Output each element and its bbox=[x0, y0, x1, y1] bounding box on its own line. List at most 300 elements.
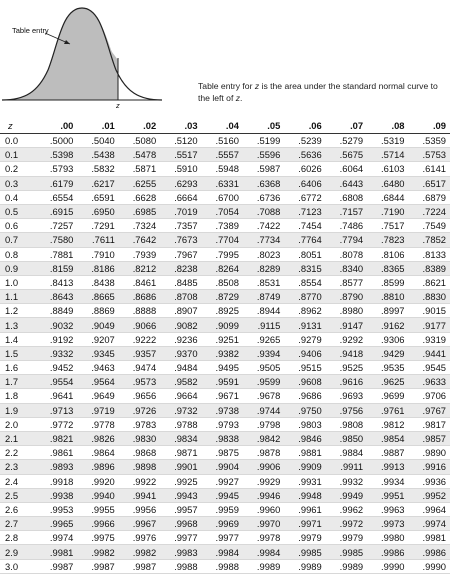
table-cell: .6368 bbox=[243, 176, 284, 190]
table-cell: .5948 bbox=[202, 162, 243, 176]
table-cell: .9664 bbox=[160, 389, 201, 403]
table-cell: .9922 bbox=[119, 474, 160, 488]
table-row bbox=[0, 389, 450, 403]
table-cell: .6443 bbox=[326, 176, 367, 190]
table-cell: .9956 bbox=[119, 502, 160, 516]
table-cell: .8212 bbox=[119, 261, 160, 275]
table-cell: .7852 bbox=[409, 233, 450, 247]
table-cell: .9599 bbox=[243, 375, 284, 389]
table-cell: .7580 bbox=[36, 233, 77, 247]
table-cell: .6736 bbox=[243, 190, 284, 204]
table-cell: .7454 bbox=[284, 219, 325, 233]
table-cell: .9932 bbox=[326, 474, 367, 488]
table-cell: .9222 bbox=[119, 332, 160, 346]
table-cell: .6628 bbox=[119, 190, 160, 204]
table-cell: .8508 bbox=[202, 275, 243, 289]
table-cell: .9901 bbox=[160, 460, 201, 474]
table-cell: .9649 bbox=[77, 389, 118, 403]
row-z-value: 0.8 bbox=[0, 247, 36, 261]
table-cell: .9960 bbox=[243, 502, 284, 516]
table-cell: .9977 bbox=[160, 531, 201, 545]
table-cell: .9131 bbox=[284, 318, 325, 332]
table-row bbox=[0, 375, 450, 389]
table-cell: .5557 bbox=[202, 148, 243, 162]
table-cell: .9838 bbox=[202, 431, 243, 445]
table-cell: .9357 bbox=[119, 346, 160, 360]
column-header: .06 bbox=[284, 118, 325, 134]
column-header: .03 bbox=[160, 118, 201, 134]
table-cell: .9306 bbox=[367, 332, 408, 346]
table-cell: .7549 bbox=[409, 219, 450, 233]
table-cell: .6064 bbox=[326, 162, 367, 176]
table-cell: .8159 bbox=[36, 261, 77, 275]
table-cell: .6879 bbox=[409, 190, 450, 204]
table-cell: .9082 bbox=[160, 318, 201, 332]
table-cell: .9949 bbox=[326, 488, 367, 502]
table-cell: .9032 bbox=[36, 318, 77, 332]
table-row bbox=[0, 559, 450, 573]
table-cell: .9808 bbox=[326, 417, 367, 431]
column-header: .01 bbox=[77, 118, 118, 134]
row-z-value: 1.0 bbox=[0, 275, 36, 289]
row-z-value: 0.5 bbox=[0, 204, 36, 218]
table-cell: .9975 bbox=[77, 531, 118, 545]
table-cell: .9788 bbox=[160, 417, 201, 431]
row-z-value: 0.0 bbox=[0, 134, 36, 148]
table-cell: .5398 bbox=[36, 148, 77, 162]
table-cell: .9964 bbox=[409, 502, 450, 516]
table-row bbox=[0, 403, 450, 417]
table-cell: .9983 bbox=[160, 545, 201, 559]
table-cell: .9986 bbox=[367, 545, 408, 559]
table-cell: .9625 bbox=[367, 375, 408, 389]
table-cell: .9981 bbox=[409, 531, 450, 545]
table-cell: .9418 bbox=[326, 346, 367, 360]
table-cell: .9927 bbox=[202, 474, 243, 488]
table-cell: .8413 bbox=[36, 275, 77, 289]
table-cell: .7224 bbox=[409, 204, 450, 218]
table-row bbox=[0, 190, 450, 204]
row-z-value: 1.5 bbox=[0, 346, 36, 360]
row-z-value: 1.6 bbox=[0, 361, 36, 375]
table-cell: .9678 bbox=[243, 389, 284, 403]
table-cell: .8944 bbox=[243, 304, 284, 318]
table-cell: .6517 bbox=[409, 176, 450, 190]
table-cell: .8365 bbox=[367, 261, 408, 275]
table-cell: .6331 bbox=[202, 176, 243, 190]
table-cell: .9987 bbox=[119, 559, 160, 573]
table-cell: .6591 bbox=[77, 190, 118, 204]
table-cell: .9955 bbox=[77, 502, 118, 516]
table-cell: .8106 bbox=[367, 247, 408, 261]
table-cell: .9713 bbox=[36, 403, 77, 417]
table-row bbox=[0, 318, 450, 332]
table-cell: .9940 bbox=[77, 488, 118, 502]
table-cell: .8907 bbox=[160, 304, 201, 318]
table-cell: .7088 bbox=[243, 204, 284, 218]
table-cell: .5987 bbox=[243, 162, 284, 176]
table-cell: .5832 bbox=[77, 162, 118, 176]
table-cell: .5040 bbox=[77, 134, 118, 148]
row-z-value: 1.2 bbox=[0, 304, 36, 318]
table-cell: .8389 bbox=[409, 261, 450, 275]
table-cell: .9911 bbox=[326, 460, 367, 474]
table-cell: .9207 bbox=[77, 332, 118, 346]
table-cell: .8078 bbox=[326, 247, 367, 261]
table-cell: .9952 bbox=[409, 488, 450, 502]
row-z-value: 1.9 bbox=[0, 403, 36, 417]
table-cell: .9989 bbox=[284, 559, 325, 573]
table-cell: .5596 bbox=[243, 148, 284, 162]
table-cell: .8340 bbox=[326, 261, 367, 275]
table-cell: .9515 bbox=[284, 361, 325, 375]
table-cell: .9850 bbox=[326, 431, 367, 445]
table-cell: .9545 bbox=[409, 361, 450, 375]
table-cell: .9981 bbox=[36, 545, 77, 559]
table-cell: .9962 bbox=[326, 502, 367, 516]
table-cell: .9693 bbox=[326, 389, 367, 403]
table-cell: .5675 bbox=[326, 148, 367, 162]
table-cell: .9554 bbox=[36, 375, 77, 389]
table-cell: .9875 bbox=[202, 446, 243, 460]
table-cell: .8643 bbox=[36, 290, 77, 304]
table-cell: .9977 bbox=[202, 531, 243, 545]
table-cell: .9772 bbox=[36, 417, 77, 431]
table-cell: .9236 bbox=[160, 332, 201, 346]
table-body bbox=[0, 134, 450, 574]
table-cell: .6141 bbox=[409, 162, 450, 176]
table-cell: .9812 bbox=[367, 417, 408, 431]
table-cell: .7794 bbox=[326, 233, 367, 247]
table-cell: .7764 bbox=[284, 233, 325, 247]
table-cell: .8577 bbox=[326, 275, 367, 289]
table-cell: .7517 bbox=[367, 219, 408, 233]
table-cell: .7995 bbox=[202, 247, 243, 261]
table-cell: .9505 bbox=[243, 361, 284, 375]
table-cell: .9976 bbox=[119, 531, 160, 545]
table-cell: .5636 bbox=[284, 148, 325, 162]
table-cell: .9961 bbox=[284, 502, 325, 516]
table-entry-label: Table entry bbox=[12, 26, 49, 35]
table-cell: .8708 bbox=[160, 290, 201, 304]
table-cell: .7967 bbox=[160, 247, 201, 261]
table-cell: .9957 bbox=[160, 502, 201, 516]
table-cell: .7642 bbox=[119, 233, 160, 247]
table-cell: .9978 bbox=[243, 531, 284, 545]
table-cell: .9279 bbox=[284, 332, 325, 346]
table-cell: .9974 bbox=[409, 517, 450, 531]
table-cell: .7123 bbox=[284, 204, 325, 218]
table-cell: .9890 bbox=[409, 446, 450, 460]
column-header: .05 bbox=[243, 118, 284, 134]
table-cell: .9896 bbox=[77, 460, 118, 474]
table-cell: .9965 bbox=[36, 517, 77, 531]
table-row bbox=[0, 148, 450, 162]
table-cell: .9974 bbox=[36, 531, 77, 545]
table-cell: .5160 bbox=[202, 134, 243, 148]
table-cell: .6179 bbox=[36, 176, 77, 190]
table-cell: .9936 bbox=[409, 474, 450, 488]
table-cell: .9934 bbox=[367, 474, 408, 488]
table-cell: .9147 bbox=[326, 318, 367, 332]
row-z-value: 2.3 bbox=[0, 460, 36, 474]
table-cell: .9616 bbox=[326, 375, 367, 389]
table-cell: .9251 bbox=[202, 332, 243, 346]
table-cell: .9946 bbox=[243, 488, 284, 502]
table-cell: .9750 bbox=[284, 403, 325, 417]
table-row bbox=[0, 346, 450, 360]
table-row bbox=[0, 304, 450, 318]
table-cell: .8962 bbox=[284, 304, 325, 318]
table-cell: .9881 bbox=[284, 446, 325, 460]
caption-var-z: z bbox=[254, 81, 260, 91]
table-cell: .6103 bbox=[367, 162, 408, 176]
table-cell: .7054 bbox=[202, 204, 243, 218]
table-cell: .9878 bbox=[243, 446, 284, 460]
table-row bbox=[0, 431, 450, 445]
row-z-value: 2.1 bbox=[0, 431, 36, 445]
column-header: .07 bbox=[326, 118, 367, 134]
table-row bbox=[0, 261, 450, 275]
table-cell: .9904 bbox=[202, 460, 243, 474]
table-cell: .9761 bbox=[367, 403, 408, 417]
table-cell: .9951 bbox=[367, 488, 408, 502]
table-cell: .9292 bbox=[326, 332, 367, 346]
column-header: .00 bbox=[36, 118, 77, 134]
table-caption bbox=[198, 80, 448, 104]
table-cell: .9945 bbox=[202, 488, 243, 502]
row-z-value: 2.8 bbox=[0, 531, 36, 545]
header-z: z bbox=[0, 118, 36, 134]
table-cell: .5793 bbox=[36, 162, 77, 176]
table-cell: .9972 bbox=[326, 517, 367, 531]
table-cell: .8051 bbox=[284, 247, 325, 261]
column-header: .04 bbox=[202, 118, 243, 134]
table-cell: .7704 bbox=[202, 233, 243, 247]
table-row bbox=[0, 502, 450, 516]
table-cell: .5359 bbox=[409, 134, 450, 148]
table-cell: .8830 bbox=[409, 290, 450, 304]
row-z-value: 2.0 bbox=[0, 417, 36, 431]
table-cell: .9985 bbox=[326, 545, 367, 559]
table-cell: .9429 bbox=[367, 346, 408, 360]
row-z-value: 2.5 bbox=[0, 488, 36, 502]
table-cell: .8686 bbox=[119, 290, 160, 304]
table-cell: .8810 bbox=[367, 290, 408, 304]
table-cell: .9931 bbox=[284, 474, 325, 488]
table-cell: .9989 bbox=[326, 559, 367, 573]
table-cell: .8289 bbox=[243, 261, 284, 275]
table-cell: .6406 bbox=[284, 176, 325, 190]
table-cell: .5319 bbox=[367, 134, 408, 148]
table-cell: .9979 bbox=[326, 531, 367, 545]
table-cell: .9968 bbox=[160, 517, 201, 531]
table-cell: .9988 bbox=[202, 559, 243, 573]
table-cell: .9987 bbox=[36, 559, 77, 573]
table-cell: .8438 bbox=[77, 275, 118, 289]
table-row bbox=[0, 134, 450, 148]
table-cell: .9980 bbox=[367, 531, 408, 545]
table-cell: .5871 bbox=[119, 162, 160, 176]
table-row bbox=[0, 275, 450, 289]
table-cell: .5120 bbox=[160, 134, 201, 148]
table-cell: .9941 bbox=[119, 488, 160, 502]
table-cell: .8665 bbox=[77, 290, 118, 304]
row-z-value: 1.4 bbox=[0, 332, 36, 346]
table-cell: .7910 bbox=[77, 247, 118, 261]
table-cell: .8621 bbox=[409, 275, 450, 289]
table-cell: .9920 bbox=[77, 474, 118, 488]
table-cell: .7019 bbox=[160, 204, 201, 218]
table-cell: .9893 bbox=[36, 460, 77, 474]
table-row bbox=[0, 204, 450, 218]
table-cell: .6293 bbox=[160, 176, 201, 190]
table-cell: .8264 bbox=[202, 261, 243, 275]
table-cell: .9441 bbox=[409, 346, 450, 360]
caption-text-2: is the area under the standard normal curve to the left of bbox=[198, 81, 438, 103]
table-cell: .9979 bbox=[284, 531, 325, 545]
table-cell: .9898 bbox=[119, 460, 160, 474]
table-cell: .9982 bbox=[77, 545, 118, 559]
table-cell: .9830 bbox=[119, 431, 160, 445]
column-header: .08 bbox=[367, 118, 408, 134]
table-cell: .6026 bbox=[284, 162, 325, 176]
table-cell: .9929 bbox=[243, 474, 284, 488]
table-cell: .6664 bbox=[160, 190, 201, 204]
table-cell: .8238 bbox=[160, 261, 201, 275]
table-cell: .8554 bbox=[284, 275, 325, 289]
table-row bbox=[0, 332, 450, 346]
normal-curve-figure bbox=[0, 0, 200, 112]
table-row bbox=[0, 233, 450, 247]
row-z-value: 0.1 bbox=[0, 148, 36, 162]
table-cell: .9656 bbox=[119, 389, 160, 403]
table-cell: .5279 bbox=[326, 134, 367, 148]
table-cell: .9265 bbox=[243, 332, 284, 346]
table-cell: .9953 bbox=[36, 502, 77, 516]
table-cell: .9834 bbox=[160, 431, 201, 445]
table-cell: .8790 bbox=[326, 290, 367, 304]
table-cell: .9573 bbox=[119, 375, 160, 389]
column-header: .02 bbox=[119, 118, 160, 134]
table-cell: .5714 bbox=[367, 148, 408, 162]
table-cell: .8186 bbox=[77, 261, 118, 275]
table-cell: .9986 bbox=[409, 545, 450, 559]
row-z-value: 1.7 bbox=[0, 375, 36, 389]
table-cell: .9744 bbox=[243, 403, 284, 417]
table-cell: .9633 bbox=[409, 375, 450, 389]
table-cell: .7734 bbox=[243, 233, 284, 247]
table-cell: .9989 bbox=[243, 559, 284, 573]
table-row bbox=[0, 162, 450, 176]
table-cell: .9857 bbox=[409, 431, 450, 445]
table-cell: .9803 bbox=[284, 417, 325, 431]
table-cell: .9582 bbox=[160, 375, 201, 389]
table-cell: .9966 bbox=[77, 517, 118, 531]
table-cell: .7291 bbox=[77, 219, 118, 233]
table-cell: .9959 bbox=[202, 502, 243, 516]
table-cell: .9564 bbox=[77, 375, 118, 389]
table-cell: .9484 bbox=[160, 361, 201, 375]
table-cell: .9938 bbox=[36, 488, 77, 502]
table-cell: .9099 bbox=[202, 318, 243, 332]
table-cell: .7823 bbox=[367, 233, 408, 247]
table-cell: .8729 bbox=[202, 290, 243, 304]
table-cell: .9846 bbox=[284, 431, 325, 445]
table-cell: .5753 bbox=[409, 148, 450, 162]
row-z-value: 2.6 bbox=[0, 502, 36, 516]
table-cell: .9826 bbox=[77, 431, 118, 445]
table-cell: .9913 bbox=[367, 460, 408, 474]
table-cell: .8133 bbox=[409, 247, 450, 261]
table-cell: .6772 bbox=[284, 190, 325, 204]
row-z-value: 2.9 bbox=[0, 545, 36, 559]
z-axis-label: z bbox=[116, 101, 120, 110]
row-z-value: 0.3 bbox=[0, 176, 36, 190]
table-cell: .7389 bbox=[202, 219, 243, 233]
table-row bbox=[0, 446, 450, 460]
table-cell: .5517 bbox=[160, 148, 201, 162]
z-table bbox=[0, 118, 450, 574]
table-cell: .9984 bbox=[202, 545, 243, 559]
table-cell: .9726 bbox=[119, 403, 160, 417]
table-row bbox=[0, 417, 450, 431]
table-cell: .9842 bbox=[243, 431, 284, 445]
table-row bbox=[0, 517, 450, 531]
table-cell: .8315 bbox=[284, 261, 325, 275]
table-cell: .9015 bbox=[409, 304, 450, 318]
table-cell: .9370 bbox=[160, 346, 201, 360]
table-cell: .8980 bbox=[326, 304, 367, 318]
table-cell: .7881 bbox=[36, 247, 77, 261]
table-cell: .9756 bbox=[326, 403, 367, 417]
table-cell: .9738 bbox=[202, 403, 243, 417]
table-cell: .7257 bbox=[36, 219, 77, 233]
table-cell: .9906 bbox=[243, 460, 284, 474]
shaded-area bbox=[2, 8, 118, 100]
table-cell: .9525 bbox=[326, 361, 367, 375]
table-cell: .9382 bbox=[202, 346, 243, 360]
table-cell: .9495 bbox=[202, 361, 243, 375]
table-cell: .9990 bbox=[409, 559, 450, 573]
table-cell: .9854 bbox=[367, 431, 408, 445]
table-cell: .9916 bbox=[409, 460, 450, 474]
table-cell: .9793 bbox=[202, 417, 243, 431]
table-cell: .9767 bbox=[409, 403, 450, 417]
table-cell: .8849 bbox=[36, 304, 77, 318]
table-cell: .5199 bbox=[243, 134, 284, 148]
table-cell: .9970 bbox=[243, 517, 284, 531]
table-cell: .7673 bbox=[160, 233, 201, 247]
table-cell: .7486 bbox=[326, 219, 367, 233]
table-cell: .9452 bbox=[36, 361, 77, 375]
table-cell: .9973 bbox=[367, 517, 408, 531]
table-cell: .9706 bbox=[409, 389, 450, 403]
table-cell: .9463 bbox=[77, 361, 118, 375]
table-cell: .9982 bbox=[119, 545, 160, 559]
header-row bbox=[0, 118, 450, 134]
row-z-value: 0.2 bbox=[0, 162, 36, 176]
table-cell: .5478 bbox=[119, 148, 160, 162]
table-cell: .8599 bbox=[367, 275, 408, 289]
table-row bbox=[0, 176, 450, 190]
table-cell: .6554 bbox=[36, 190, 77, 204]
table-cell: .9686 bbox=[284, 389, 325, 403]
table-cell: .9909 bbox=[284, 460, 325, 474]
table-cell: .9192 bbox=[36, 332, 77, 346]
table-cell: .9177 bbox=[409, 318, 450, 332]
table-cell: .8770 bbox=[284, 290, 325, 304]
